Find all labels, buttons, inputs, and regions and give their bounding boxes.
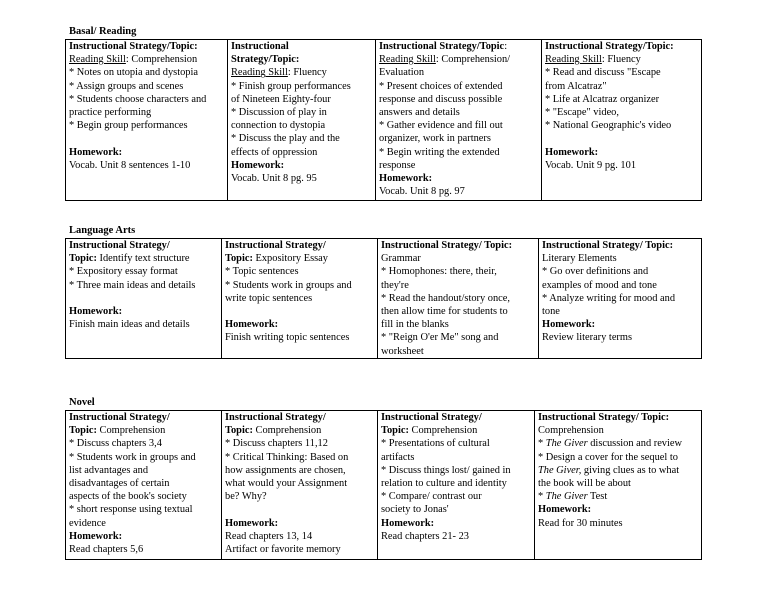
cell-line xyxy=(231,119,372,132)
cell-line xyxy=(542,292,698,305)
text-run: Artifact or favorite memory xyxy=(225,544,341,556)
text-run: * Students work in groups and xyxy=(225,279,352,291)
cell-line xyxy=(225,292,374,305)
cell-line xyxy=(542,265,698,278)
cell-line xyxy=(379,80,538,93)
cell-line xyxy=(231,132,372,145)
text-run: evidence xyxy=(69,517,106,529)
cell-line xyxy=(538,490,698,503)
cell-line xyxy=(381,424,531,437)
cell-line xyxy=(379,172,538,185)
cell-line xyxy=(69,119,224,132)
cell-line xyxy=(538,437,698,450)
basal-reading-table xyxy=(65,39,702,201)
novel-table xyxy=(65,410,702,560)
cell-line xyxy=(225,424,374,437)
text-run: Vocab. Unit 8 pg. 97 xyxy=(379,186,465,198)
cell-line xyxy=(225,543,374,556)
cell-line xyxy=(69,279,218,292)
cell-line xyxy=(231,159,372,172)
cell-line xyxy=(381,265,535,278)
bold-text: Homework: xyxy=(381,517,435,529)
text-run: * Read the handout/story once, xyxy=(381,292,510,304)
cell-line xyxy=(545,146,698,159)
text-run: * xyxy=(538,438,546,450)
bold-text: Instructional Strategy/ xyxy=(381,412,482,423)
text-run: * Three main ideas and details xyxy=(69,279,196,291)
cell-line xyxy=(69,318,218,331)
cell-line xyxy=(69,239,218,252)
cell-line xyxy=(225,530,374,543)
bold-text: Instructional Strategy/ Topic: xyxy=(542,240,674,251)
cell-line xyxy=(69,146,224,159)
cell-line xyxy=(69,543,218,556)
text-run: how assignments are chosen, xyxy=(225,464,346,476)
text-run: Read for 30 minutes xyxy=(538,517,623,529)
cell-line xyxy=(225,279,374,292)
text-run: * Expository essay format xyxy=(69,266,178,278)
cell-line xyxy=(381,345,535,358)
basal-reading-day-1-cell xyxy=(66,40,228,201)
cell-line xyxy=(538,451,698,464)
text-run: Identify text structure xyxy=(96,253,190,265)
cell-line xyxy=(225,517,374,530)
cell-line xyxy=(231,146,372,159)
text-run: write topic sentences xyxy=(225,292,313,304)
table-row xyxy=(66,411,702,560)
text-run: * Finish group performances xyxy=(231,80,351,92)
text-run: * xyxy=(538,491,546,503)
text-run: : Fluency xyxy=(601,54,641,66)
cell-line xyxy=(381,503,531,516)
text-run: * Life at Alcatraz organizer xyxy=(545,93,660,105)
cell-line xyxy=(225,451,374,464)
text-run: * Begin writing the extended xyxy=(379,146,500,158)
cell-line xyxy=(542,318,698,331)
cell-line xyxy=(545,80,698,93)
text-run: response and discuss possible xyxy=(379,93,503,105)
bold-text: Homework: xyxy=(542,319,596,331)
text-run: * "Escape" video, xyxy=(545,107,619,119)
blank-line xyxy=(69,132,224,145)
text-run: * Gather evidence and fill out xyxy=(379,120,503,132)
text-run: * Discuss the play and the xyxy=(231,133,340,145)
cell-line xyxy=(69,40,224,53)
cell-line xyxy=(69,411,218,424)
text-run: : Comprehension/ xyxy=(435,54,511,66)
text-run: * Discussion of play in xyxy=(231,107,327,119)
cell-line xyxy=(538,477,698,490)
text-run: fill in the blanks xyxy=(381,319,449,331)
text-run: list advantages and xyxy=(69,464,149,476)
text-run: * Begin group performances xyxy=(69,120,188,132)
cell-line xyxy=(69,66,224,79)
text-run: they're xyxy=(381,279,409,291)
text-run: : xyxy=(504,41,508,52)
text-run: organizer, work in partners xyxy=(379,133,491,145)
cell-line xyxy=(379,93,538,106)
text-run: Comprehension xyxy=(252,425,322,437)
blank-line xyxy=(225,503,374,516)
cell-line xyxy=(231,53,372,66)
cell-line xyxy=(69,265,218,278)
cell-line xyxy=(545,106,698,119)
cell-line xyxy=(542,331,698,344)
cell-line xyxy=(379,119,538,132)
bold-text: Instructional Strategy/Topic: xyxy=(545,41,674,52)
cell-line xyxy=(69,477,218,490)
text-run: relation to culture and identity xyxy=(381,478,507,490)
cell-line xyxy=(379,146,538,159)
text-run: * National Geographic's video xyxy=(545,120,672,132)
cell-line xyxy=(225,437,374,450)
section-title-basal-reading: Basal/ Reading xyxy=(69,26,137,37)
text-run: * Analyze writing for mood and xyxy=(542,292,676,304)
bold-text: Instructional Strategy/Topic xyxy=(379,41,505,52)
text-run: * Read and discuss "Escape xyxy=(545,67,661,79)
text-run: artifacts xyxy=(381,451,415,463)
text-run: of Nineteen Eighty-four xyxy=(231,93,331,105)
text-run: * short response using textual xyxy=(69,504,193,516)
cell-line xyxy=(538,517,698,530)
bold-text: Topic: xyxy=(225,425,253,437)
cell-line xyxy=(69,106,224,119)
text-run: Read chapters 5,6 xyxy=(69,544,144,556)
bold-text: Homework: xyxy=(69,530,123,542)
text-run: * "Reign O'er Me" song and xyxy=(381,332,499,344)
table-row xyxy=(66,40,702,201)
cell-line xyxy=(545,119,698,132)
cell-line xyxy=(545,159,698,172)
cell-line xyxy=(231,106,372,119)
text-run: * Go over definitions and xyxy=(542,266,649,278)
text-run: Literary Elements xyxy=(542,253,617,265)
cell-line xyxy=(381,490,531,503)
bold-text: Homework: xyxy=(545,146,599,158)
cell-line xyxy=(69,530,218,543)
text-run: * Present choices of extended xyxy=(379,80,503,92)
text-run: then allow time for students to xyxy=(381,306,508,318)
text-run: * Critical Thinking: Based on xyxy=(225,451,349,463)
bold-text: Topic: xyxy=(381,425,409,437)
bold-text: Instructional xyxy=(231,41,289,52)
cell-line xyxy=(69,305,218,318)
text-run: * Students work in groups and xyxy=(69,451,196,463)
cell-line xyxy=(545,66,698,79)
cell-line xyxy=(381,477,531,490)
basal-reading-day-3-cell xyxy=(376,40,542,201)
bold-text: Homework: xyxy=(231,159,285,171)
bold-text: Homework: xyxy=(225,319,279,331)
text-run: * Homophones: there, their, xyxy=(381,266,497,278)
text-run: what would your Assignment xyxy=(225,478,348,490)
text-run: : Comprehension xyxy=(125,54,198,66)
cell-line xyxy=(69,93,224,106)
cell-line xyxy=(69,252,218,265)
text-run: examples of mood and tone xyxy=(542,279,657,291)
text-run: Vocab. Unit 8 sentences 1-10 xyxy=(69,159,191,171)
cell-line xyxy=(381,252,535,265)
text-run: Finish writing topic sentences xyxy=(225,332,350,344)
text-run: Comprehension xyxy=(538,425,604,437)
cell-line xyxy=(225,477,374,490)
bold-text: Instructional Strategy/ xyxy=(69,412,170,423)
cell-line xyxy=(69,464,218,477)
cell-line xyxy=(379,53,538,66)
text-run: connection to dystopia xyxy=(231,120,326,132)
text-run: * Notes on utopia and dystopia xyxy=(69,67,199,79)
text-run: * Students choose characters and xyxy=(69,93,207,105)
text-run: Expository Essay xyxy=(252,253,328,265)
text-run: society to Jonas' xyxy=(381,504,449,516)
cell-line xyxy=(231,172,372,185)
text-run: * Assign groups and scenes xyxy=(69,80,184,92)
cell-line xyxy=(379,132,538,145)
text-run: * Presentations of cultural xyxy=(381,438,490,450)
text-run: * Discuss chapters 3,4 xyxy=(69,438,162,450)
text-run: Comprehension xyxy=(96,425,166,437)
italic-text: The Giver, xyxy=(538,464,582,476)
cell-line xyxy=(538,424,698,437)
cell-line xyxy=(225,318,374,331)
text-run: tone xyxy=(542,306,560,318)
text-run: worksheet xyxy=(381,345,424,357)
cell-line xyxy=(231,40,372,53)
underlined-text: Reading Skill xyxy=(379,54,436,66)
cell-line xyxy=(379,40,538,53)
text-run: * Design a cover for the sequel to xyxy=(538,451,678,463)
text-run: Comprehension xyxy=(408,425,478,437)
cell-line xyxy=(381,239,535,252)
text-run: Read chapters 21- 23 xyxy=(381,530,470,542)
cell-line xyxy=(379,159,538,172)
cell-line xyxy=(225,411,374,424)
table-row xyxy=(66,239,702,359)
bold-text: Homework: xyxy=(69,306,123,317)
cell-line xyxy=(538,503,698,516)
text-run: Read chapters 13, 14 xyxy=(225,530,313,542)
cell-line xyxy=(69,503,218,516)
cell-line xyxy=(69,437,218,450)
cell-line xyxy=(381,318,535,331)
novel-day-2-cell xyxy=(222,411,378,560)
text-run: answers and details xyxy=(379,107,460,119)
cell-line xyxy=(381,279,535,292)
cell-line xyxy=(225,252,374,265)
text-run: Finish main ideas and details xyxy=(69,319,190,331)
section-title-novel: Novel xyxy=(69,397,95,408)
language-arts-day-4-cell xyxy=(539,239,702,359)
cell-line xyxy=(379,66,538,79)
cell-line xyxy=(231,66,372,79)
text-run: giving clues as to what xyxy=(581,464,680,476)
bold-text: Instructional Strategy/ Topic: xyxy=(538,412,670,423)
bold-text: Strategy/Topic: xyxy=(231,54,300,66)
cell-line xyxy=(69,451,218,464)
text-run: Grammar xyxy=(381,253,421,265)
cell-line xyxy=(379,106,538,119)
text-run: be? Why? xyxy=(225,491,267,503)
cell-line xyxy=(225,464,374,477)
text-run: discussion and review xyxy=(587,438,683,450)
text-run: the book will be about xyxy=(538,478,631,490)
bold-text: Instructional Strategy/ xyxy=(69,240,170,251)
cell-line xyxy=(381,530,531,543)
text-run: from Alcatraz" xyxy=(545,80,607,92)
bold-text: Homework: xyxy=(379,173,433,185)
bold-text: Instructional Strategy/ Topic: xyxy=(381,240,513,251)
novel-day-1-cell xyxy=(66,411,222,560)
cell-line xyxy=(542,239,698,252)
language-arts-table xyxy=(65,238,702,359)
basal-reading-day-2-cell xyxy=(228,40,376,201)
text-run: aspects of the book's society xyxy=(69,491,187,503)
text-run: Vocab. Unit 9 pg. 101 xyxy=(545,159,637,171)
cell-line xyxy=(69,159,224,172)
cell-line xyxy=(225,265,374,278)
underlined-text: Reading Skill xyxy=(545,54,602,66)
bold-text: Instructional Strategy/ xyxy=(225,240,326,251)
language-arts-day-1-cell xyxy=(66,239,222,359)
bold-text: Instructional Strategy/Topic: xyxy=(69,41,198,52)
cell-line xyxy=(225,331,374,344)
cell-line xyxy=(545,53,698,66)
novel-day-4-cell xyxy=(535,411,702,560)
bold-text: Topic: xyxy=(225,253,253,265)
bold-text: Topic: xyxy=(69,253,97,265)
cell-line xyxy=(545,40,698,53)
cell-line xyxy=(225,490,374,503)
blank-line xyxy=(225,305,374,318)
bold-text: Homework: xyxy=(225,517,279,529)
cell-line xyxy=(538,411,698,424)
bold-text: Homework: xyxy=(538,504,592,516)
cell-line xyxy=(381,292,535,305)
language-arts-day-3-cell xyxy=(378,239,539,359)
underlined-text: Reading Skill xyxy=(69,54,126,66)
text-run: Evaluation xyxy=(379,67,425,79)
cell-line xyxy=(69,80,224,93)
cell-line xyxy=(381,331,535,344)
blank-line xyxy=(69,292,218,305)
text-run: * Discuss chapters 11,12 xyxy=(225,438,328,450)
cell-line xyxy=(381,451,531,464)
cell-line xyxy=(69,424,218,437)
text-run: effects of oppression xyxy=(231,146,318,158)
blank-line xyxy=(545,132,698,145)
cell-line xyxy=(381,517,531,530)
novel-day-3-cell xyxy=(378,411,535,560)
cell-line xyxy=(69,490,218,503)
text-run: Review literary terms xyxy=(542,332,633,344)
text-run: : Fluency xyxy=(287,67,327,79)
cell-line xyxy=(231,80,372,93)
cell-line xyxy=(538,464,698,477)
bold-text: Homework: xyxy=(69,146,123,158)
cell-line xyxy=(542,279,698,292)
text-run: * Compare/ contrast our xyxy=(381,491,482,503)
italic-text: The Giver xyxy=(545,438,588,450)
cell-line xyxy=(69,517,218,530)
text-run: disadvantages of certain xyxy=(69,478,170,490)
cell-line xyxy=(542,305,698,318)
cell-line xyxy=(379,185,538,198)
cell-line xyxy=(225,239,374,252)
text-run: * Discuss things lost/ gained in xyxy=(381,464,511,476)
cell-line xyxy=(381,437,531,450)
cell-line xyxy=(542,252,698,265)
cell-line xyxy=(381,305,535,318)
text-run: Vocab. Unit 8 pg. 95 xyxy=(231,173,317,185)
cell-line xyxy=(69,53,224,66)
text-run: Test xyxy=(587,491,608,503)
italic-text: The Giver xyxy=(545,491,588,503)
bold-text: Instructional Strategy/ xyxy=(225,412,326,423)
basal-reading-day-4-cell xyxy=(542,40,702,201)
cell-line xyxy=(381,411,531,424)
underlined-text: Reading Skill xyxy=(231,67,288,79)
cell-line xyxy=(545,93,698,106)
section-title-language-arts: Language Arts xyxy=(69,225,136,236)
text-run: response xyxy=(379,159,416,171)
text-run: * Topic sentences xyxy=(225,266,299,278)
cell-line xyxy=(381,464,531,477)
cell-line xyxy=(231,93,372,106)
text-run: practice performing xyxy=(69,107,152,119)
bold-text: Topic: xyxy=(69,425,97,437)
language-arts-day-2-cell xyxy=(222,239,378,359)
